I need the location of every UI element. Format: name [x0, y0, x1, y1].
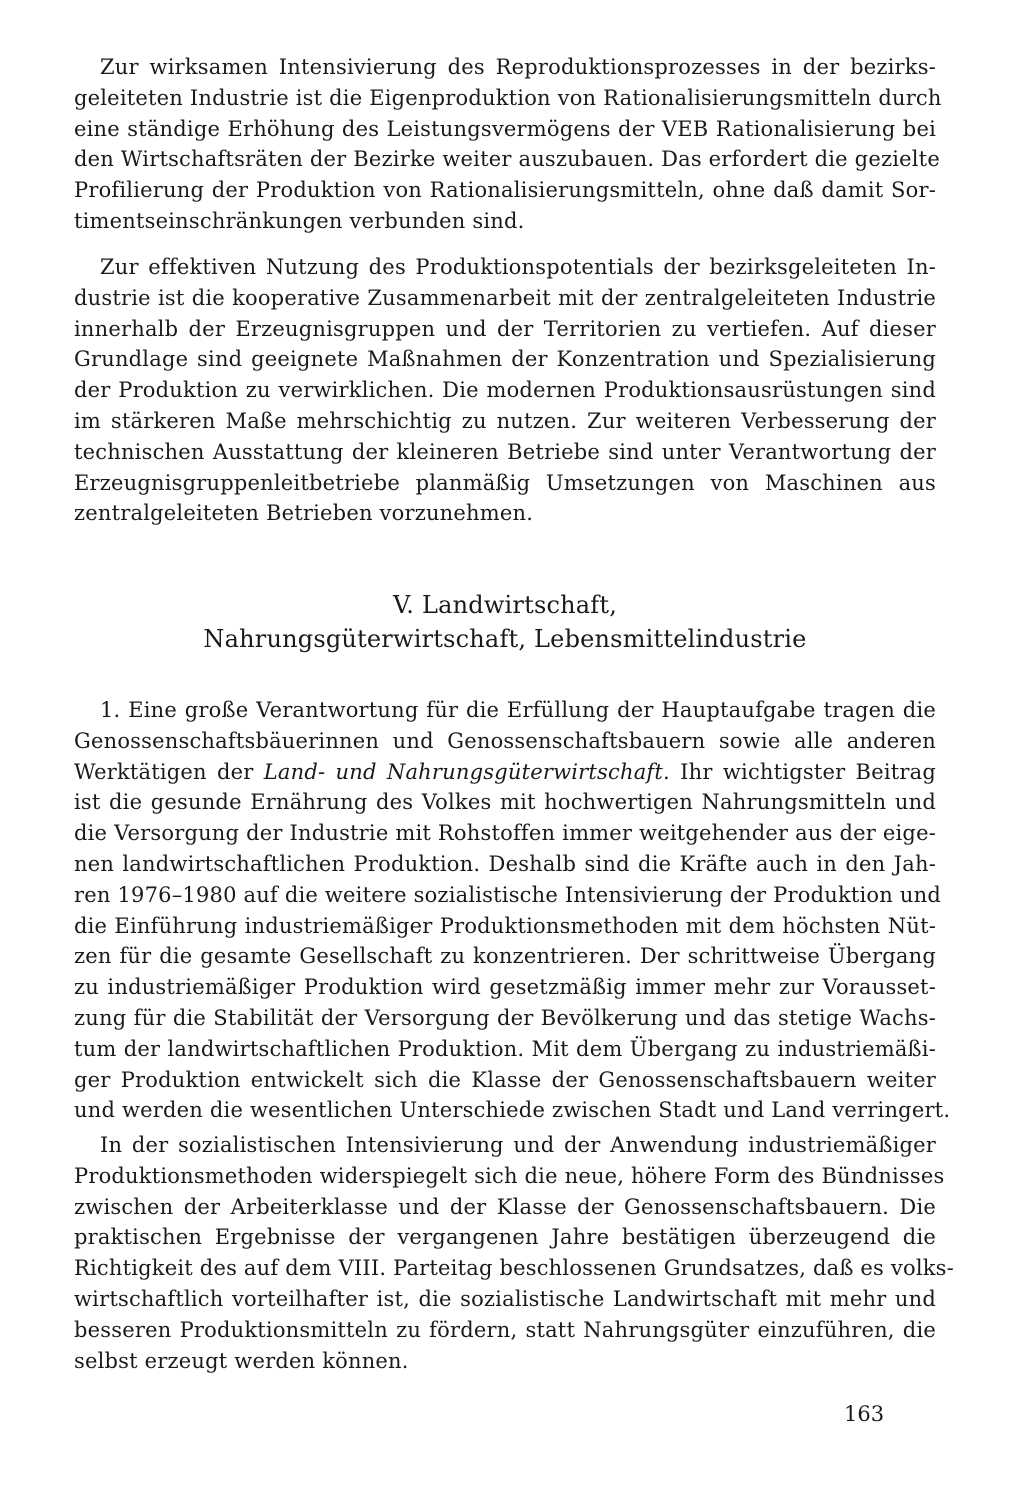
text-line: Zur effektiven Nutzung des Produktionspotentials der bezirksgeleiteten In-: [100, 255, 936, 279]
text-line: der Produktion zu verwirklichen. Die modernen Produktionsausrüstungen sind: [74, 378, 936, 403]
text-fragment: Werktätigen der: [74, 759, 254, 784]
text-line: zwischen der Arbeiterklasse und der Klasse der Genossenschaftsbauern. Die: [74, 1194, 936, 1219]
text-line: 1. Eine große Verantwortung für die Erfüllung der Hauptaufgabe tragen die: [100, 698, 936, 722]
text-line: zung für die Stabilität der Versorgung der Bevölkerung und das stetige Wachs-: [74, 1005, 936, 1030]
intro-paragraph-2: [74, 252, 936, 529]
text-line: dustrie ist die kooperative Zusammenarbeit mit der zentralgeleiteten Industrie: [74, 285, 936, 310]
text-line: besseren Produktionsmitteln zu fördern, statt Nahrungsgüter einzuführen, die: [74, 1317, 936, 1342]
agriculture-paragraph-2: [74, 1130, 954, 1376]
text-line: zen für die gesamte Gesellschaft zu konzentrieren. Der schrittweise Übergang: [74, 944, 936, 969]
agriculture-paragraph-1: [74, 695, 951, 1126]
text-line: nen landwirtschaftlichen Produktion. Deshalb sind die Kräfte auch in den Jah-: [74, 851, 936, 876]
text-line: selbst erzeugt werden können.: [74, 1348, 409, 1373]
section-heading-line-1: V. Landwirtschaft,: [392, 591, 618, 619]
text-line: die Versorgung der Industrie mit Rohstoffen immer weitgehender aus der eige-: [74, 821, 936, 846]
text-line: Profilierung der Produktion von Rationalisierungsmitteln, ohne daß damit Sor-: [74, 178, 936, 203]
text-line: zentralgeleiteten Betrieben vorzunehmen.: [74, 501, 534, 526]
text-line: [74, 757, 936, 788]
text-line: timentseinschränkungen verbunden sind.: [74, 208, 525, 233]
text-line: zu industriemäßiger Produktion wird gesetzmäßig immer mehr zur Vorausset-: [74, 975, 936, 1000]
text-line: Erzeugnisgruppenleitbetriebe planmäßig Umsetzungen von Maschinen aus: [74, 470, 936, 495]
text-line: praktischen Ergebnisse der vergangenen Jahre bestätigen überzeugend die: [74, 1225, 936, 1250]
text-line: ist die gesunde Ernährung des Volkes mit hochwertigen Nahrungsmitteln und: [74, 790, 936, 815]
text-line: die Einführung industriemäßiger Produktionsmethoden mit dem höchsten Nüt-: [74, 913, 936, 938]
text-line: Produktionsmethoden widerspiegelt sich die neue, höhere Form des Bündnisses: [74, 1163, 945, 1188]
text-fragment: Ihr wichtigster Beitrag: [680, 759, 936, 784]
text-line: den Wirtschaftsräten der Bezirke weiter auszubauen. Das erfordert die gezielte: [74, 147, 940, 172]
section-heading-line-2: Nahrungsgüterwirtschaft, Lebensmittelindustrie: [203, 625, 807, 653]
text-line: im stärkeren Maße mehrschichtig zu nutzen. Zur weiteren Verbesserung der: [74, 408, 936, 433]
text-line: ren 1976–1980 auf die weitere sozialistische Intensivierung der Produktion und: [74, 882, 941, 907]
section-heading: [74, 588, 936, 656]
text-line: ger Produktion entwickelt sich die Klasse der Genossenschaftsbauern weiter: [74, 1067, 936, 1092]
text-line: und werden die wesentlichen Unterschiede zwischen Stadt und Land verringert.: [74, 1098, 951, 1123]
text-line: technischen Ausstattung der kleineren Betriebe sind unter Verantwortung der: [74, 439, 936, 464]
italic-term: Land- und Nahrungsgüterwirtschaft.: [263, 759, 670, 784]
text-line: wirtschaftlich vorteilhafter ist, die sozialistische Landwirtschaft mit mehr und: [74, 1286, 936, 1311]
text-line: Richtigkeit des auf dem VIII. Parteitag beschlossenen Grundsatzes, daß es volks-: [74, 1256, 954, 1281]
text-line: geleiteten Industrie ist die Eigenproduktion von Rationalisierungsmitteln durch: [74, 85, 942, 110]
text-line: Genossenschaftsbäuerinnen und Genossenschaftsbauern sowie alle anderen: [74, 728, 936, 753]
text-line: Zur wirksamen Intensivierung des Reproduktionsprozesses in der bezirks-: [100, 55, 936, 79]
intro-paragraph-1: [74, 52, 942, 237]
text-line: eine ständige Erhöhung des Leistungsvermögens der VEB Rationalisierung bei: [74, 116, 936, 141]
text-line: tum der landwirtschaftlichen Produktion. Mit dem Übergang zu industriemäßi-: [74, 1036, 936, 1061]
text-line: innerhalb der Erzeugnisgruppen und der Territorien zu vertiefen. Auf dieser: [74, 316, 936, 341]
text-line: Grundlage sind geeignete Maßnahmen der Konzentration und Spezialisierung: [74, 347, 936, 372]
page-number: 163: [844, 1402, 885, 1426]
text-line: In der sozialistischen Intensivierung und der Anwendung industriemäßiger: [100, 1133, 936, 1157]
